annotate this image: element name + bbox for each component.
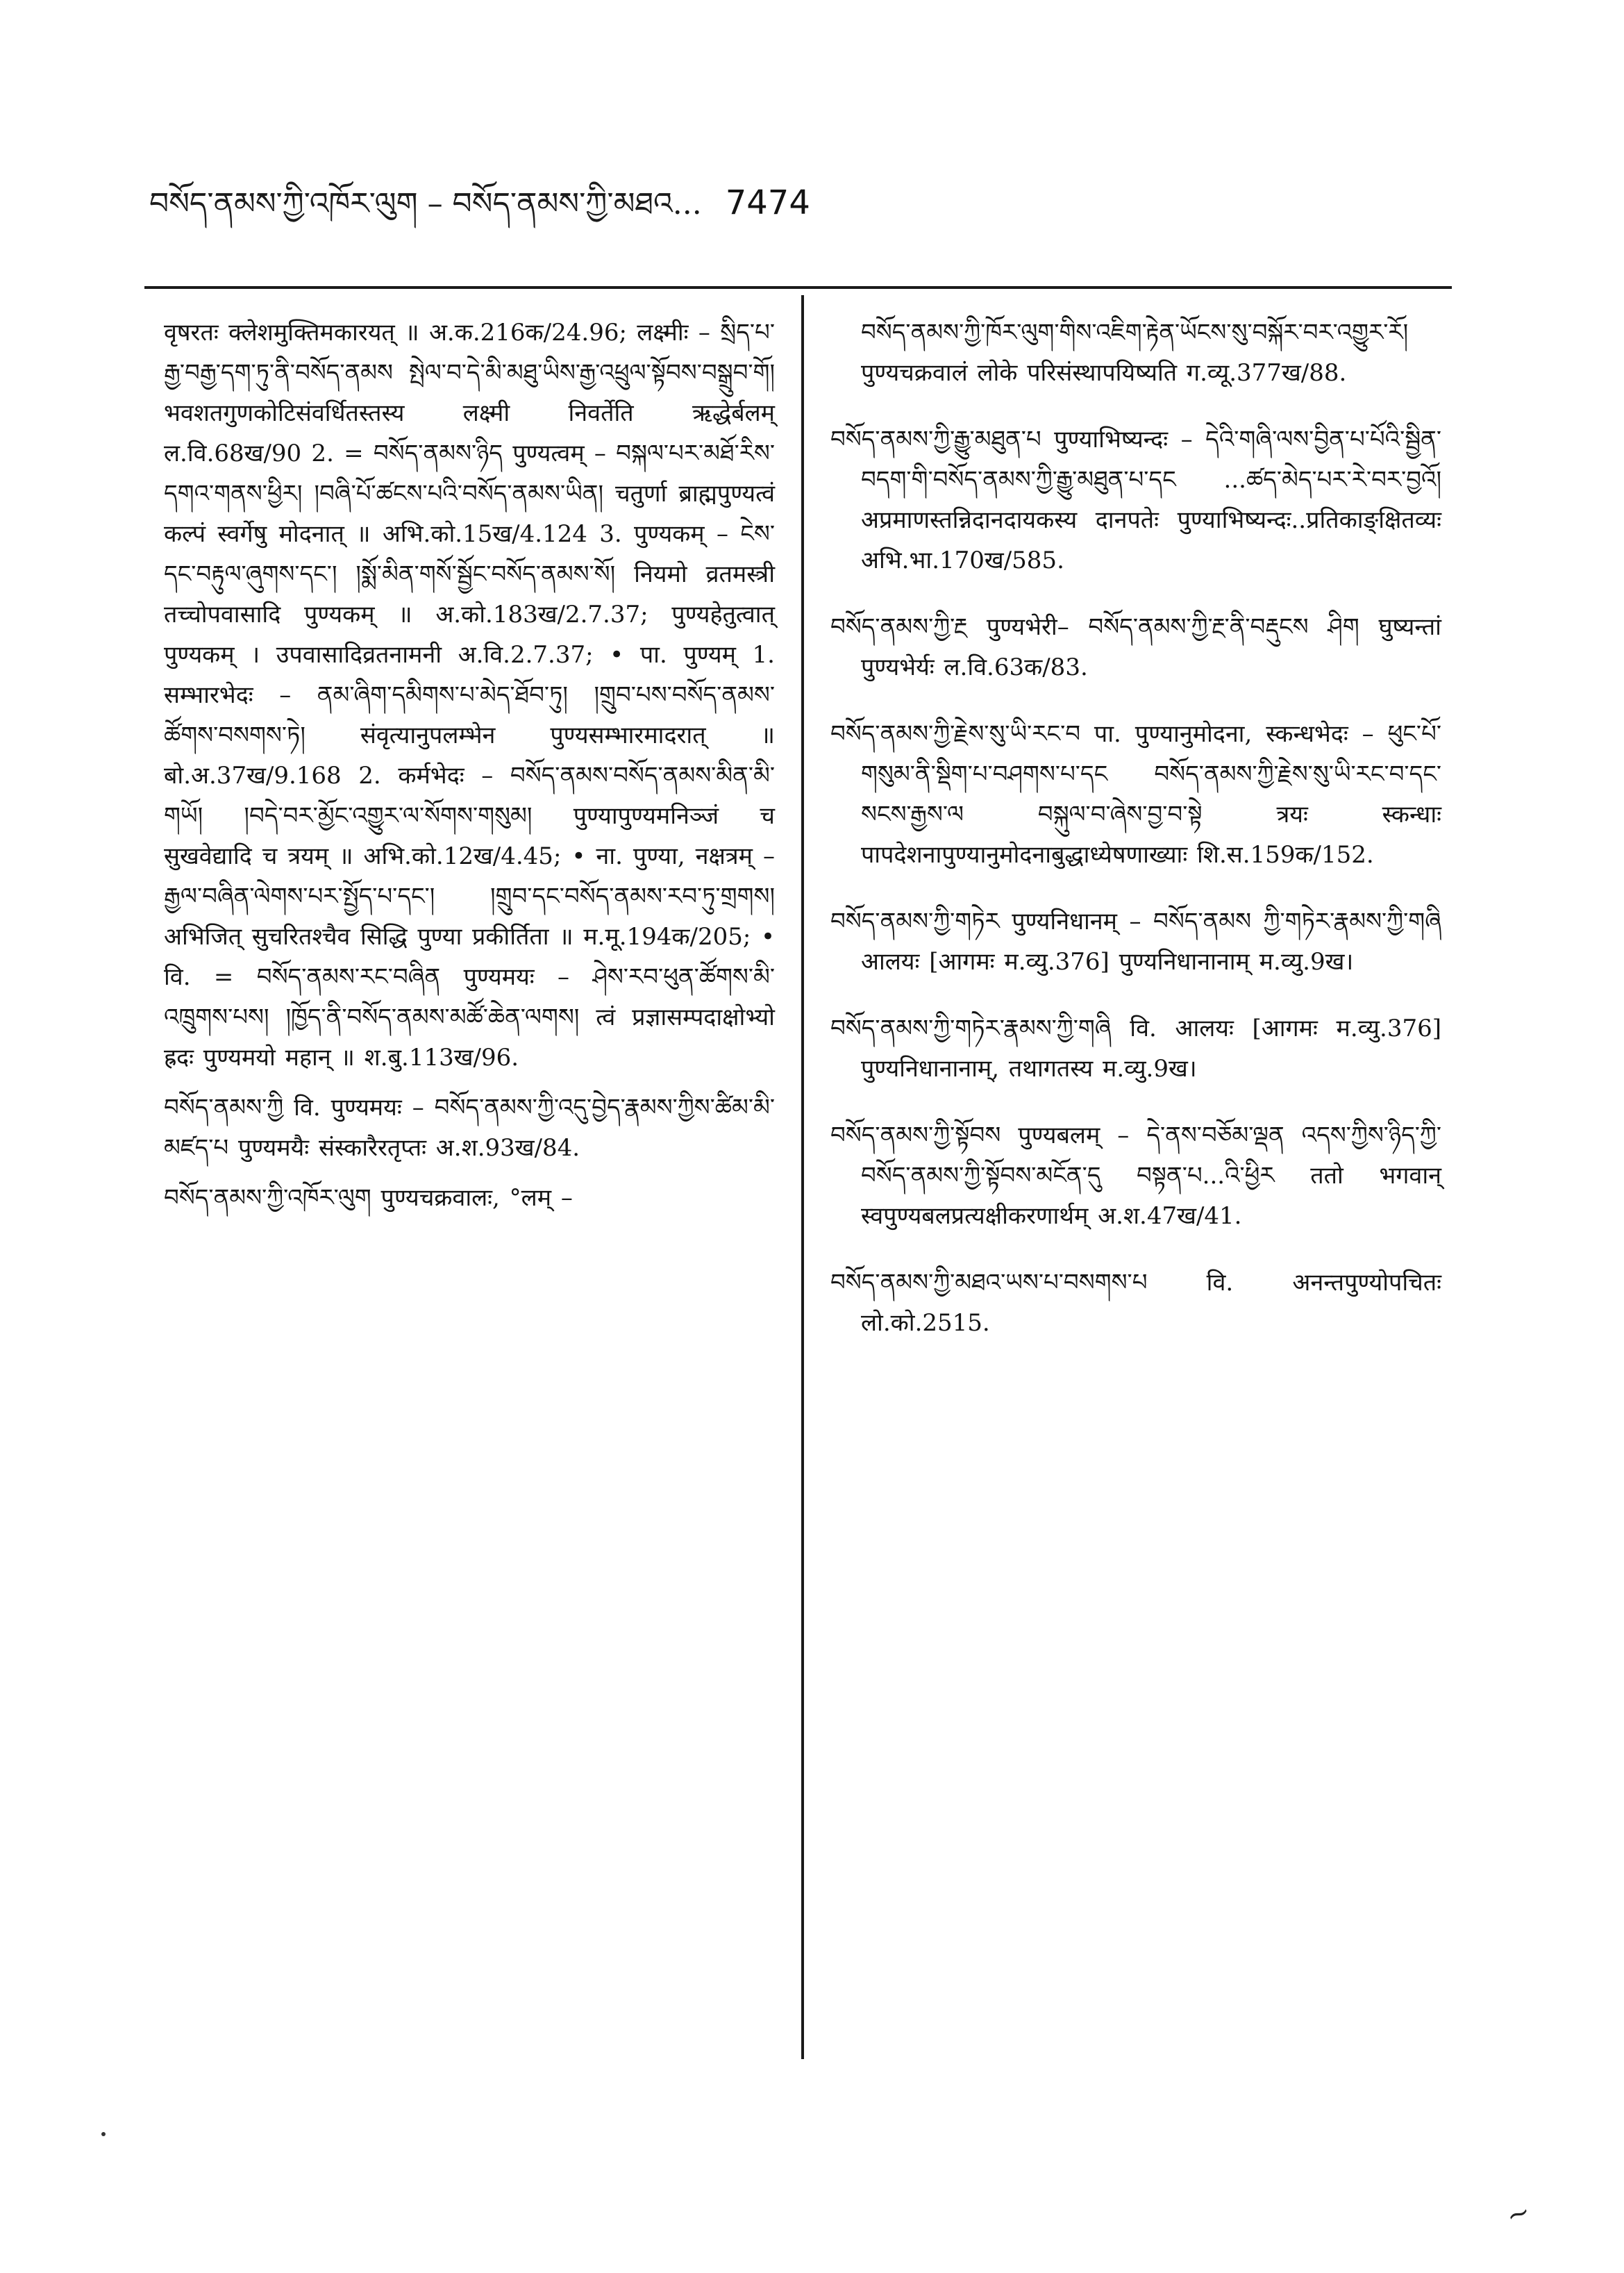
entry-punyanumodana: བསོད་ནམས་ཀྱི་རྗེས་སུ་ཡི་རང་བ पा. पुण्यानुमोदना, स्कन्धभेदः – ཕུང་པོ་གསུམ་ནི་སྡིག་པ་བཤགས་པ་དང བསོད་ནམས་ཀྱི་རྗེས་སུ་ཡི་རང་བ་དང་སངས་རྒྱས་ལ བསྐུལ་བ་ཞེས་བྱ་བ་སྟེ त्रयः स्कन्धाः पापदेशनापुण्यानुमोदनाबुद्धाध्येषणाख्याः शि.स.159क/152. <box>830 720 1441 869</box>
entry-anantapunyopachita: བསོད་ནམས་ཀྱི་མཐའ་ཡས་པ་བསགས་པ वि. अनन्तपुण्योपचितः लो.को.2515. <box>830 1269 1441 1337</box>
entry-punyabalam: བསོད་ནམས་ཀྱི་སྟོབས पुण्यबलम् – དེ་ནས་བཅོམ་ལྡན འདས་ཀྱིས་ཉིད་ཀྱི་བསོད་ནམས་ཀྱི་སྟོབས་མངོན་དུ བསྟན་པ...འི་ཕྱིར ततो भगवान् स्वपुण्यबलप्रत्यक्षीकरणार्थम् अ.श.47ख/41. <box>830 1122 1441 1230</box>
entry-punyanidhanam: བསོད་ནམས་ཀྱི་གཏེར पुण्यनिधानम् – བསོད་ནམས ཀྱི་གཏེར་རྣམས་ཀྱི་གཞི आलयः [आगमः म.व्यु.376] पुण्यनिधानानाम् म.व्यु.9ख। <box>830 908 1441 976</box>
entry-punya-chakravala: བསོད་ནམས་ཀྱི་འཁོར་ལུག पुण्यचक्रवालः, °लम् – <box>164 1184 573 1212</box>
entry-bsod-nams-kyi: བསོད་ནམས་ཀྱི वि. पुण्यमयः – བསོད་ནམས་ཀྱི་འདུ་བྱེད་རྣམས་ཀྱིས་ཚིམ་མི་མཛད་པ पुण्यमयैः संस्कारैरतृप्तः अ.श.93ख/84. <box>164 1094 775 1162</box>
header-rule <box>144 286 1452 289</box>
column-divider <box>801 295 804 2059</box>
page-number: 7474 <box>725 183 810 222</box>
stray-dot <box>101 2132 106 2136</box>
entry-punya-chakravala-continued: བསོད་ནམས་ཀྱི་ཁོར་ལུག་གིས་འཇིག་རྟེན་ཡོངས་སུ་བསྐོར་བར་འགྱུར་རོ། पुण्यचक्रवालं लोके परिसंस्थापयिष्यति ग.व्यू.377ख/88. <box>861 319 1409 387</box>
entry-bsod-nams-continued: वृषरतः क्लेशमुक्तिमकारयत् ॥ अ.क.216क/24.96; लक्ष्मीः – སྲིད་པ་རྒྱ་བརྒྱ་དག་ཏུ་ནི་བསོད་ནམས སྤེལ་བ་དེ་མི་མཐུ་ཡིས་རྒྱ་འཕྲུལ་སྟོབས་བསྒྲུབ་གོ། भवशतगुणकोटिसंवर्धितस्तस्य लक्ष्मी निवर्तेति ऋद्धेर्बलम् ल.वि.68ख/90 2. = བསོད་ནམས་ཉིད पुण्यत्वम् – བསྐལ་པར་མཐོ་རིས་དགའ་གནས་ཕྱིར། །བཞི་པོ་ཚངས་པའི་བསོད་ནམས་ཡིན། चतुर्णा ब्राह्मपुण्यत्वं कल्पं स्वर्गेषु मोदनात् ॥ अभि.को.15ख/4.124 3. पुण्यकम् – ངེས་དང་བརྟུལ་ཞུགས་དང་། །སྨོ་མིན་གསོ་སྦྱོང་བསོད་ནམས་སོ། नियमो व्रतमस्त्री तच्चोपवासादि पुण्यकम् ॥ अ.को.183ख/2.7.37; पुण्यहेतुत्वात् पुण्यकम् । उपवासादिव्रतनामनी अ.वि.2.7.37; • पा. पुण्यम् 1. सम्भारभेदः – ནམ་ཞིག་དམིགས་པ་མེད་ཐོབ་ཏུ། །གྲུབ་པས་བསོད་ནམས་ཚོགས་བསགས་ཏེ། संवृत्यानुपलम्भेन पुण्यसम्भारमादरात् ॥ बो.अ.37ख/9.168 2. कर्मभेदः – བསོད་ནམས་བསོད་ནམས་མིན་མི་གཡོ། །བདེ་བར་མྱོང་འགྱུར་ལ་སོགས་གསུམ། पुण्यापुण्यमनिञ्जं च सुखवेद्यादि च त्रयम् ॥ अभि.को.12ख/4.45; • ना. पुण्या, नक्षत्रम् – རྒྱལ་བཞིན་ལེགས་པར་སྤྱོད་པ་དང་། །གྲུབ་དང་བསོད་ནམས་རབ་ཏུ་གྲགས། अभिजित् सुचरितश्चैव सिद्धि पुण्या प्रकीर्तिता ॥ म.मू.194क/205; • वि. = བསོད་ནམས་རང་བཞིན पुण्यमयः – ཤེས་རབ་ཕུན་ཚོགས་མི་འཁྲུགས་པས། །ཁྱོད་ནི་བསོད་ནམས་མཚོ་ཆེན་ལགས། त्वं प्रज्ञासम्पदाक्षोभ्यो ह्रदः पुण्यमयो महान् ॥ श.बु.113ख/96. <box>164 319 775 1072</box>
entry-punyabhishyanda: བསོད་ནམས་ཀྱི་རྒྱུ་མཐུན་པ पुण्याभिष्यन्दः – དེའི་གཞི་ལས་བྱིན་པ་པོའི་སྦྱིན་བདག་གི་བསོད་ནམས་ཀྱི་རྒྱུ་མཐུན་པ་དང ...ཚད་མེད་པར་རེ་བར་བྱའོ། अप्रमाणस्तन्निदानदायकस्य दानपतेः पुण्याभिष्यन्दः..प्रतिकाङ्क्षितव्यः अभि.भा.170ख/585. <box>830 426 1441 574</box>
right-column <box>830 313 1441 1369</box>
entry-punyabheri: བསོད་ནམས་ཀྱི་རྔ पुण्यभेरी– བསོད་ནམས་ཀྱི་རྔ་ནི་བརྡུངས ཤིག घुष्यन्तां पुण्यभेर्यः ल.वि.63क/83. <box>830 613 1441 681</box>
left-column <box>164 313 775 1218</box>
margin-mark: ~ <box>1502 2195 1535 2233</box>
running-head-title: བསོད་ནམས་ཀྱི་འཁོར་ལུག – བསོད་ནམས་ཀྱི་མཐའ... <box>149 186 702 222</box>
entry-alaya: བསོད་ནམས་ཀྱི་གཏེར་རྣམས་ཀྱི་གཞི वि. आलयः [आगमः म.व्यु.376] पुण्यनिधानानाम्, तथागतस्य म.व्यु.9ख। <box>830 1015 1441 1083</box>
running-head <box>149 182 1121 225</box>
